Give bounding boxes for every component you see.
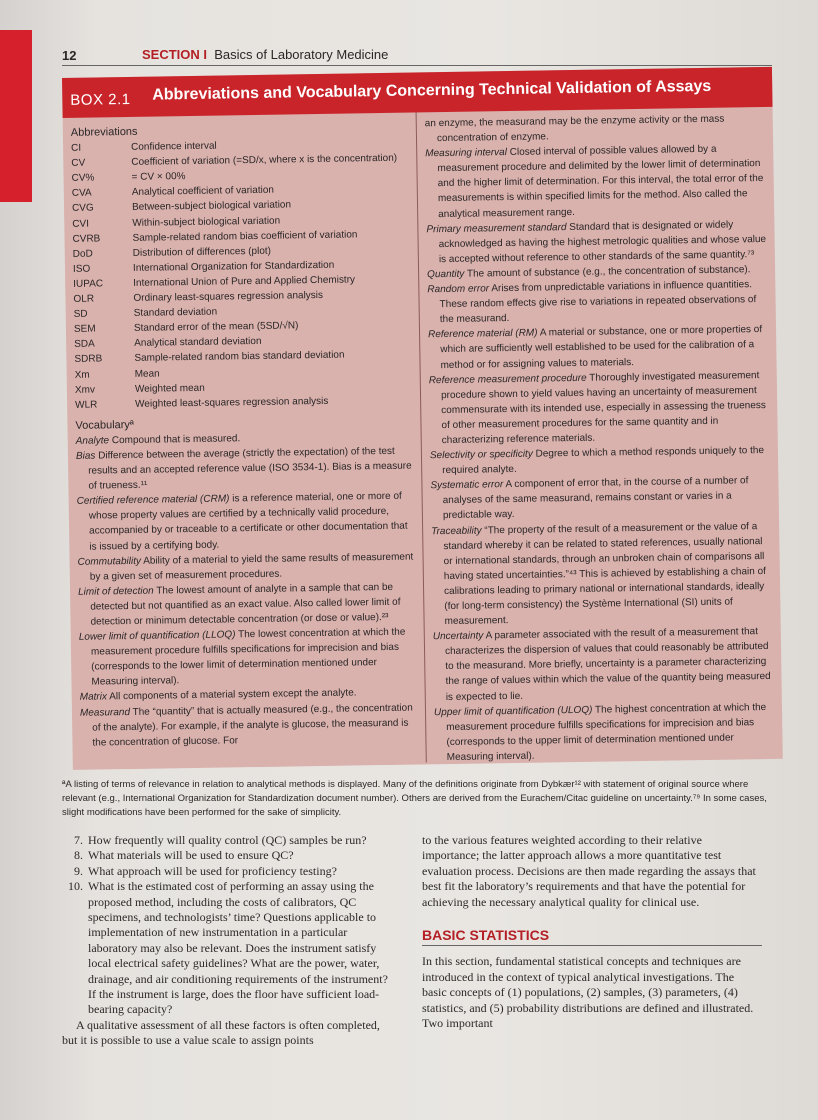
- vocabulary-term: Systematic error: [430, 479, 504, 492]
- vocabulary-definition: Degree to which a method responds uniquely to the required analyte.: [442, 445, 765, 477]
- body-paragraph: A qualitative assessment of all these factors is often completed, but it is possible to use a value scale to assign points: [62, 1017, 380, 1048]
- vocabulary-definition: is a reference material, one or more of whose property values are certified by a technically valid procedure, accompanied by or traceable to a certificate or other documentation that is issued by a certifying body.: [88, 490, 408, 553]
- vocabulary-term: Analyte: [75, 435, 110, 447]
- body-paragraph: to the various features weighted according to their relative importance; the latter approach allows a more quantitative test evaluation process. Decisions are then made regarding the assays that best fit the laboratory’s requirements and that have the potential for achieving the necessary analytical quality for clinical use.: [422, 833, 756, 909]
- box-label: BOX 2.1: [70, 90, 131, 109]
- vocabulary-entry: [426, 217, 769, 268]
- abbreviation-term: Xm: [74, 369, 90, 381]
- abbreviation-term: CV%: [71, 172, 95, 185]
- vocabulary-term: Quantity: [427, 268, 465, 281]
- vocabulary-entry: [429, 367, 772, 448]
- question-list: [62, 833, 398, 1018]
- vocabulary-definition: Arises from unpredictable variations in influence quantities. These random effects give rise to variations in repeated observations of the measurand.: [439, 279, 757, 326]
- abbreviation-term: Xmv: [74, 384, 95, 396]
- abbreviation-definition: Sample-related random bias coefficient of variation: [132, 229, 358, 244]
- section-heading: [142, 47, 388, 62]
- vocabulary-definition: The highest concentration at which the measurement procedure fulfills specifications for imprecision and bias (corresponds to the upper limit of determination mentioned under Measuring interval).: [446, 701, 767, 763]
- abbreviation-definition: Weighted mean: [134, 382, 205, 395]
- abbreviation-definition: Confidence interval: [131, 140, 217, 154]
- abbreviation-definition: Between-subject biological variation: [131, 199, 292, 214]
- vocabulary-definition: The lowest amount of analyte in a sample that can be detected but not quantified as an exact value. Also called lower limit of detection or minimum detectable concentration (or dose or value).²³: [90, 581, 401, 628]
- heading-rule: [422, 945, 762, 946]
- vocabulary-entry: [77, 489, 418, 555]
- abbreviation-definition: International Union of Pure and Applied Chemistry: [133, 274, 356, 289]
- abbreviation-term: OLR: [73, 293, 95, 305]
- abbreviation-term: SEM: [73, 323, 96, 336]
- abbreviation-definition: Coefficient of variation (=SD/x, where x is the concentration): [131, 152, 398, 169]
- vocabulary-entry: [431, 518, 775, 629]
- question-item: [62, 864, 398, 879]
- abbreviation-definition: Analytical standard deviation: [134, 336, 262, 350]
- question-number: 9.: [74, 863, 83, 878]
- question-number: 8.: [74, 848, 83, 863]
- abbreviation-definition: Analytical coefficient of variation: [131, 185, 275, 199]
- vocabulary-term: Certified reference material (CRM): [76, 493, 230, 508]
- vocabulary-list-right: [425, 141, 777, 765]
- vocabulary-entry: [427, 277, 770, 328]
- abbreviation-definition: Within-subject biological variation: [132, 215, 281, 229]
- abbreviations-list: [71, 136, 415, 413]
- question-item: [62, 833, 398, 848]
- vocabulary-term: Lower limit of quantification (LLOQ): [78, 629, 236, 643]
- abbreviation-definition: Standard error of the mean (5SD/√N): [133, 320, 299, 335]
- question-number: 10.: [68, 879, 83, 894]
- vocabulary-entry: [430, 473, 773, 524]
- vocabulary-definition: Standard that is designated or widely acknowledged as having the highest metrologic qualities and whose value is accepted without reference to other standards of the same quantity.⁷³: [438, 219, 767, 265]
- vocabulary-definition: A parameter associated with the result of a measurement that characterizes the dispersion of values that could reasonably be attributed to the measurand. More briefly, uncertainty is a parameter characterizing the range of values within which the value of the quantity being measured is expected to lie.: [444, 626, 771, 703]
- vocabulary-term: Upper limit of quantification (ULOQ): [433, 704, 593, 718]
- vocabulary-definition: Thoroughly investigated measurement procedure shown to yield values having an uncertainty of measurement commensurate with its intended use, especially in assessing the trueness of other measurement procedures for the same quantity and in characterizing reference materials.: [440, 369, 766, 447]
- vocabulary-definition: The amount of substance (e.g., the concentration of substance).: [464, 264, 751, 280]
- vocabulary-definition: Ability of a material to yield the same results of measurement by a given set of measurement procedures.: [89, 551, 414, 583]
- vocabulary-term: Selectivity or specificity: [429, 448, 533, 462]
- body-right-column: [422, 833, 758, 1031]
- vocabulary-heading: Vocabularyª: [75, 418, 135, 432]
- vocabulary-definition: Closed interval of possible values allowed by a measurement procedure and delimited by the lower limit of determination and the higher limit of determination. For this interval, the total error of the measurements is within specified limits for the method. Also called the analytical measurement range.: [437, 143, 764, 220]
- vocabulary-definition: “The property of the result of a measurement or the value of a standard whereby it can be related to stated references, usually national or international standards, through an unbroken chain of comparisons all having stated uncertainties.”⁴³ This is achieved by establishing a chain of calibrations leading to primary national or international standards, ideally (for long-term consistency) the Système International (SI) units of measurement.: [443, 520, 767, 628]
- basic-statistics-heading: BASIC STATISTICS: [422, 927, 550, 944]
- abbreviation-term: CV: [71, 157, 86, 170]
- vocabulary-entry: [80, 700, 421, 751]
- question-number: 7.: [74, 833, 83, 847]
- box-right-column: [425, 111, 777, 765]
- question-text: What materials will be used to ensure QC?: [88, 848, 294, 863]
- page-number: 12: [62, 48, 77, 63]
- abbreviation-term: SDRB: [74, 353, 103, 366]
- vocabulary-entry: [76, 443, 417, 494]
- vocabulary-term: Reference material (RM): [427, 327, 538, 341]
- box-header: [62, 67, 773, 118]
- abbreviations-heading: Abbreviations: [70, 125, 138, 139]
- vocab-continuation: an enzyme, the measurand may be the enzyme activity or the mass concentration of enzyme.: [424, 113, 725, 145]
- question-item: [62, 879, 398, 1018]
- abbreviation-term: CVG: [71, 202, 94, 215]
- vocabulary-term: Reference measurement procedure: [428, 372, 587, 386]
- abbreviation-definition: Distribution of differences (plot): [132, 245, 272, 259]
- vocabulary-term: Traceability: [431, 524, 482, 537]
- vocabulary-term: Measuring interval: [425, 147, 508, 160]
- vocabulary-definition: Difference between the average (strictly the expectation) of the test results and an accepted reference value (ISO 3534-1). Bias is a measure of trueness.¹¹: [88, 445, 412, 492]
- vocabulary-term: Uncertainty: [432, 630, 484, 643]
- abbreviation-definition: International Organization for Standardization: [132, 259, 335, 274]
- abbreviation-definition: Sample-related random bias standard deviation: [134, 350, 345, 365]
- vocabulary-entry: [434, 700, 777, 766]
- vocabulary-entry: [425, 141, 768, 222]
- abbreviation-definition: = CV × 00%: [131, 171, 186, 184]
- box-title: Abbreviations and Vocabulary Concerning Technical Validation of Assays: [152, 77, 712, 104]
- box-2-1: [62, 67, 783, 770]
- section-title: Basics of Laboratory Medicine: [214, 47, 389, 62]
- vocabulary-term: Matrix: [79, 691, 108, 704]
- vocabulary-definition: A component of error that, in the course of a number of analyses of the same measurand, remains constant or varies in a predictable way.: [442, 475, 749, 522]
- running-head: [62, 44, 772, 66]
- vocabulary-list-left: [76, 428, 421, 750]
- question-item: [62, 848, 398, 863]
- abbreviation-definition: Mean: [134, 368, 160, 380]
- vocabulary-definition: All components of a material system except the analyte.: [106, 687, 357, 703]
- box-footnote: ªA listing of terms of relevance in relation to analytical methods is displayed. Many of the definitions originate from Dybkær¹² with statement of original source where relevant (e.g., International Organization for Standardization document number). Others are derived from the Eurachem/Citac guideline on uncertainty.⁷⁹ In some cases, slight modifications have been performed for the sake of simplicity.: [62, 779, 767, 818]
- vocabulary-definition: Compound that is measured.: [108, 433, 241, 447]
- vocabulary-entry: [433, 624, 776, 705]
- question-text: How frequently will quality control (QC) samples be run?: [88, 833, 367, 847]
- abbreviation-definition: Standard deviation: [133, 306, 218, 320]
- vocabulary-definition: The lowest concentration at which the measurement procedure fulfills specifications for imprecision and bias (corresponds to the lower limit of determination mentioned under Measuring interval).: [90, 626, 406, 688]
- vocabulary-term: Random error: [427, 283, 490, 296]
- section-label: SECTION I: [142, 47, 208, 62]
- body-paragraph: In this section, fundamental statistical concepts and techniques are introduced in the context of typical analytical investigations. The basic concepts of (1) populations, (2) samples, (3) parameters, (4) statistics, and (5) probability distributions are defined and illustrated. Two important: [422, 954, 754, 1031]
- vocabulary-entry: [78, 579, 419, 630]
- vocabulary-entry: [428, 322, 771, 373]
- vocabulary-term: Limit of detection: [77, 585, 154, 598]
- vocabulary-entry: [79, 625, 420, 691]
- abbreviation-term: SDA: [74, 338, 95, 351]
- abbreviation-term: CVA: [71, 187, 92, 200]
- vocabulary-definition: The “quantity” that is actually measured (e.g., the concentration of the analyte). For example, if the analyte is glucose, the measurand is the concentration of glucose. For: [92, 702, 413, 749]
- question-text: What approach will be used for proficiency testing?: [88, 863, 337, 878]
- box-left-column: [71, 121, 421, 751]
- vocabulary-term: Primary measurement standard: [426, 221, 567, 235]
- abbreviation-term: CVI: [72, 218, 90, 230]
- vocabulary-term: Bias: [75, 450, 96, 462]
- abbreviation-term: CVRB: [72, 233, 101, 245]
- vocabulary-term: Commutability: [77, 555, 142, 568]
- body-left-column: [62, 833, 398, 1049]
- abbreviation-term: WLR: [75, 399, 98, 411]
- abbreviation-definition: Ordinary least-squares regression analysis: [133, 289, 324, 304]
- abbreviation-term: CI: [71, 142, 82, 154]
- abbreviation-term: IUPAC: [73, 278, 104, 290]
- abbreviation-term: SD: [73, 308, 88, 320]
- vocabulary-term: Measurand: [79, 706, 131, 719]
- abbreviation-term: DoD: [72, 248, 93, 260]
- abbreviation-definition: Weighted least-squares regression analysis: [135, 395, 329, 410]
- vocabulary-definition: A material or substance, one or more properties of which are sufficiently well established to be used for the calibration of a method or for assigning values to materials.: [440, 324, 763, 371]
- abbreviation-term: ISO: [72, 263, 91, 275]
- question-text: What is the estimated cost of performing an assay using the proposed method, including the costs of calibrators, QC specimens, and technologists’ time? Questions applicable to implementation of new instrumentation in a particular laboratory may also be relevant. Does the instrument satisfy local electrical safety guidelines? What are the power, water, drainage, and air conditioning requirements of the instrument? If the instrument is large, does the floor have sufficient load-bearing capacity?: [88, 879, 388, 1017]
- section-color-tab: [0, 30, 32, 202]
- header-rule: [62, 65, 772, 66]
